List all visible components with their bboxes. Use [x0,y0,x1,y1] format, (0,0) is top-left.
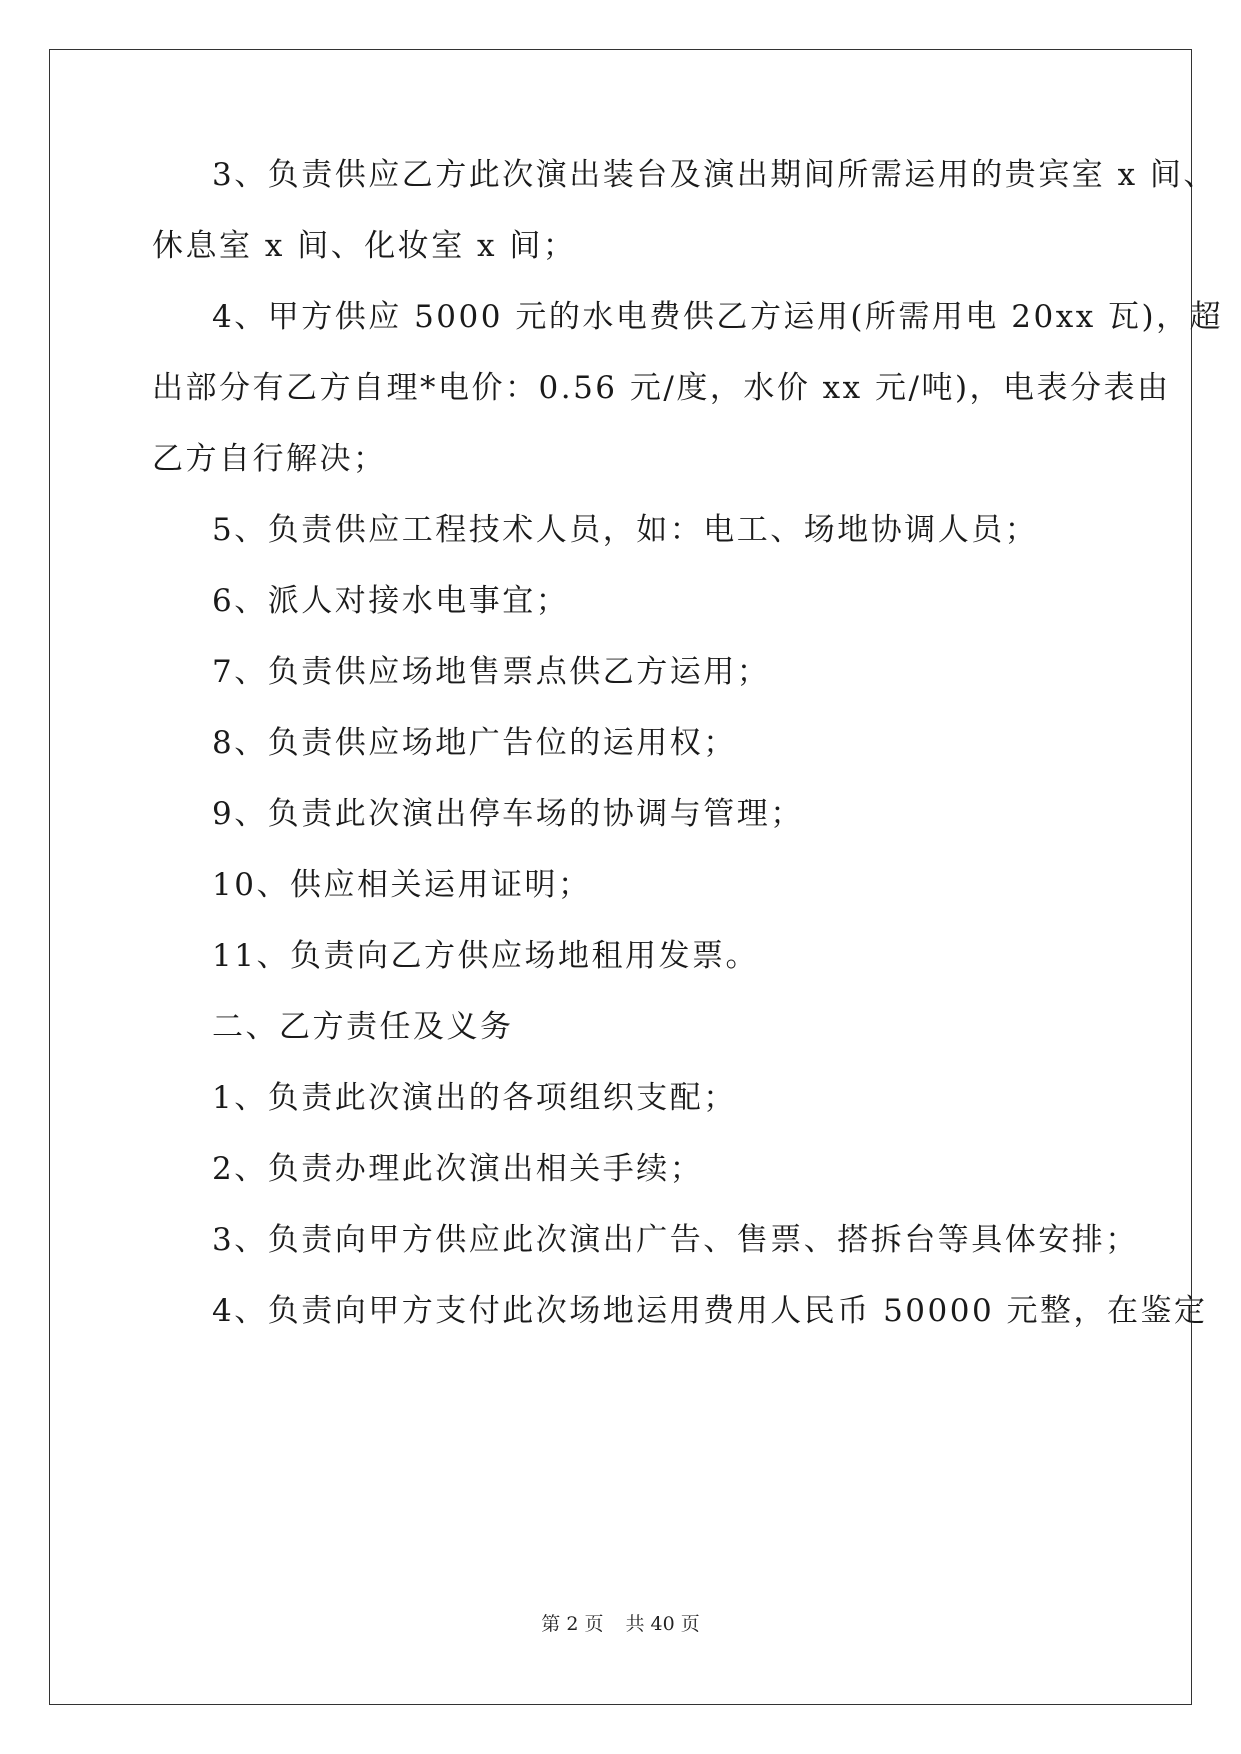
section-heading: 二、乙方责任及义务 [212,1009,514,1045]
text-line: 乙方自行解决； [152,441,387,477]
text-line: 4、负责向甲方支付此次场地运用费用人民币 50000 元整，在鉴定 [212,1293,1208,1329]
page-number: 第 2 页 [541,1613,604,1635]
text-line: 3、负责向甲方供应此次演出广告、售票、搭拆台等具体安排； [212,1222,1139,1258]
page-footer [0,1612,1241,1636]
text-line: 7、负责供应场地售票点供乙方运用； [212,654,771,690]
text-line: 9、负责此次演出停车场的协调与管理； [212,796,804,832]
text-line: 4、甲方供应 5000 元的水电费供乙方运用(所需用电 20xx 瓦)，超 [212,299,1224,335]
text-line: 11、负责向乙方供应场地租用发票。 [212,938,759,974]
text-line: 10、供应相关运用证明； [212,867,592,903]
text-line: 5、负责供应工程技术人员，如：电工、场地协调人员； [212,512,1039,548]
page-total: 共 40 页 [625,1613,700,1635]
text-line: 休息室 x 间、化妆室 x 间； [152,228,577,264]
text-line: 6、派人对接水电事宜； [212,583,570,619]
text-line: 1、负责此次演出的各项组织支配； [212,1080,737,1116]
text-line: 8、负责供应场地广告位的运用权； [212,725,737,761]
text-line: 2、负责办理此次演出相关手续； [212,1151,704,1187]
text-line: 出部分有乙方自理*电价：0.56 元/度，水价 xx 元/吨)，电表分表由 [152,370,1171,406]
text-line: 3、负责供应乙方此次演出装台及演出期间所需运用的贵宾室 x 间、 [212,157,1217,193]
